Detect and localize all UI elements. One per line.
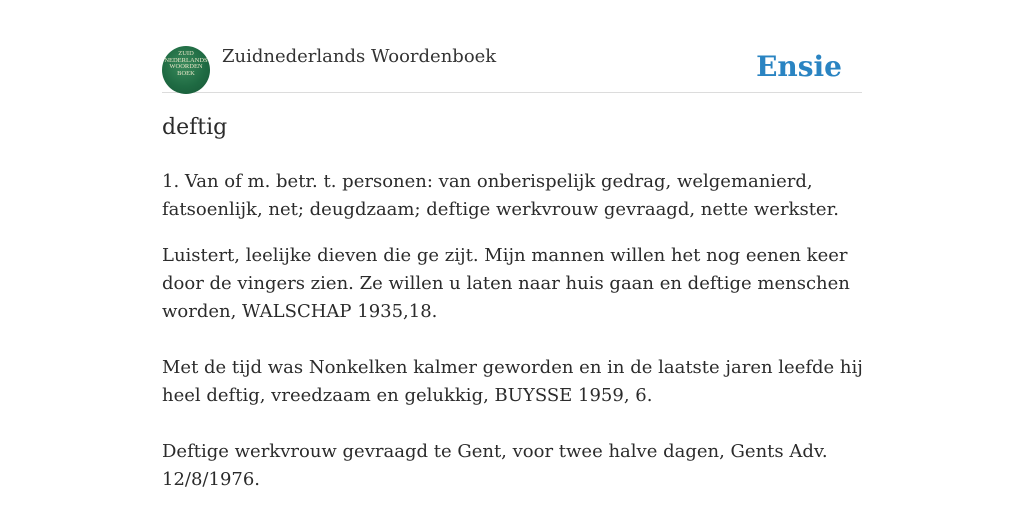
logo-text [162, 51, 210, 77]
entry-quote: Met de tijd was Nonkelken kalmer geworden en in de laatste jaren leefde hij heel deftig, vreedzaam en gelukkig, BUYSSE 1959, 6. [162, 357, 863, 406]
ensie-brand-link[interactable]: Ensie [756, 50, 842, 83]
logo-line-4: BOEK [177, 69, 195, 77]
logo-line-2: NEDERLANDS [164, 56, 208, 64]
entry-headword: deftig [162, 115, 228, 140]
entry-content [162, 168, 867, 512]
logo-line-3: WOORDEN [169, 63, 203, 70]
entry-quote: Luistert, leelijke dieven die ge zijt. Mijn mannen willen het nog eenen keer door de vingers zien. Ze willen u laten naar huis gaan en deftige menschen worden, WALSCHAP 1935,18. [162, 245, 850, 322]
dictionary-logo[interactable] [162, 46, 210, 94]
dictionary-title[interactable]: Zuidnederlands Woordenboek [222, 46, 497, 67]
entry-quote: Deftige werkvrouw gevraagd te Gent, voor twee halve dagen, Gents Adv. 12/8/1976. [162, 441, 828, 490]
logo-line-1: ZUID [178, 50, 194, 57]
site-header [162, 44, 862, 93]
entry-definition: 1. Van of m. betr. t. personen: van onberispelijk gedrag, welgemanierd, fatsoenlijk, net; deugdzaam; deftige werkvrouw gevraagd, nette werkster. [162, 171, 839, 220]
